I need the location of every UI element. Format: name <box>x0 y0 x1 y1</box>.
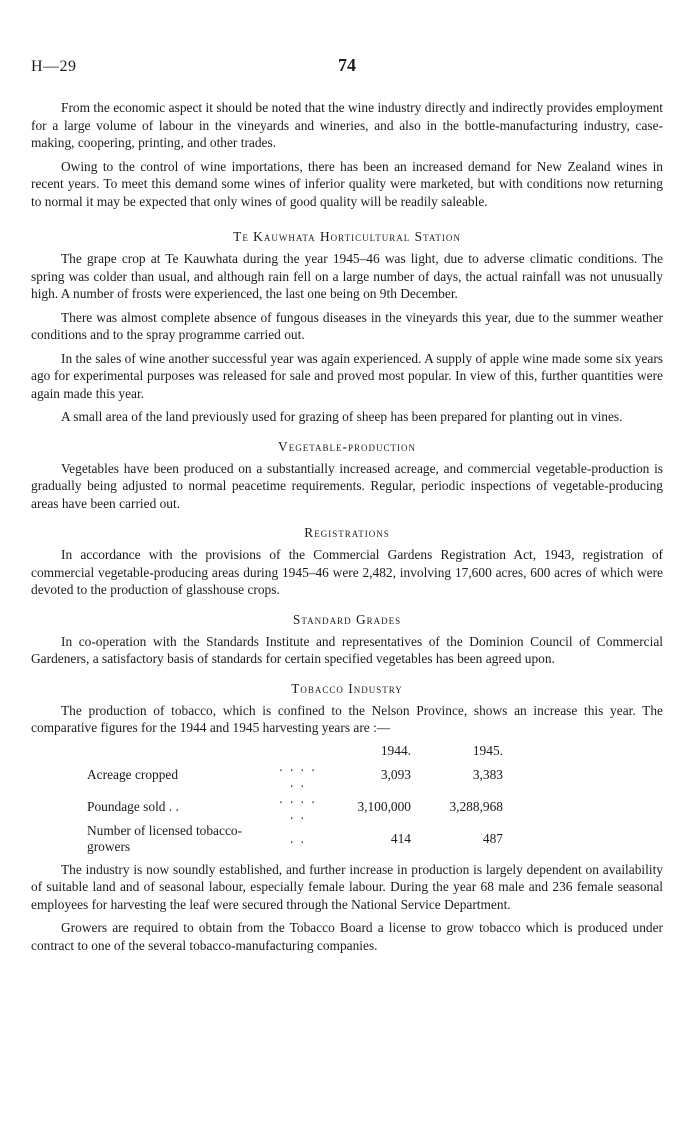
value-1945: 487 <box>482 830 503 846</box>
tobacco-statistics-table <box>87 743 503 855</box>
leader-dots: . . <box>289 830 307 846</box>
section-heading-registrations: Registrations <box>304 525 390 540</box>
paragraph: The industry is now soundly established, and further increase in production is largely dependent on availability of suitable land and of seasonal labour, especially female labour. During the year 68 male and 236 female seasonal employees for harvesting the leaf were secured through the National Service Department. <box>31 861 663 912</box>
section-heading-standard-grades: Standard Grades <box>292 611 402 627</box>
page-body <box>31 99 663 960</box>
table-row <box>87 759 503 791</box>
paragraph: The grape crop at Te Kauwhata during the year 1945–46 was light, due to adverse climatic conditions. The spring was colder than usual, and although rain fell on a large number of days, the actual rainfall was not unusually high. A number of frosts were experienced, the last one being on 9th December. <box>31 251 663 301</box>
leader-dots: . . . . . . <box>279 790 317 822</box>
section-heading-vegetable-production: Vegetable-production <box>278 438 416 454</box>
value-1945: 3,383 <box>472 766 503 782</box>
table-header-row <box>87 743 503 759</box>
value-1944: 3,093 <box>380 766 411 782</box>
value-1944: 3,100,000 <box>357 798 411 814</box>
value-1944: 414 <box>390 830 411 846</box>
paragraph: From the economic aspect it should be noted that the wine industry directly and indirectly provides employment for a large volume of labour in the vineyards and wineries, and also in the bottle-manufacturing industry, case-making, coopering, printing, and other trades. <box>31 100 663 150</box>
paragraph: There was almost complete absence of fungous diseases in the vineyards this year, due to the summer weather conditions and to the spray programme carried out. <box>31 309 663 342</box>
column-header-1945: 1945. <box>472 742 503 758</box>
paragraph: Growers are required to obtain from the Tobacco Board a license to grow tobacco which is produced under contract to one of the several tobacco-manufacturing companies. <box>31 920 663 953</box>
page-number: 74 <box>338 55 356 75</box>
row-label: Number of licensed tobacco-growers <box>87 822 243 854</box>
paragraph: The production of tobacco, which is confined to the Nelson Province, shows an increase this year. The comparative figures for the 1944 and 1945 harvesting years are :— <box>31 702 663 735</box>
table-row <box>87 823 503 855</box>
paragraph: Owing to the control of wine importations, there has been an increased demand for New Zealand wines in recent years. To meet this demand some wines of inferior quality were marketed, but with conditions now returning to normal it may be expected that only wines of good quality will be readily saleable. <box>31 158 663 209</box>
paragraph: In co-operation with the Standards Institute and representatives of the Dominion Council of Commercial Gardeners, a satisfactory basis of standards for certain specified vegetables has been agreed upon. <box>31 633 663 666</box>
leader-dots: . . . . . . <box>279 758 317 790</box>
column-header-1944: 1944. <box>380 742 411 758</box>
section-heading-tobacco-industry: Tobacco Industry <box>291 680 403 696</box>
paragraph: Vegetables have been produced on a substantially increased acreage, and commercial vegetable-production is gradually being adjusted to normal peacetime requirements. Regular, periodic inspections of vegetable-producing areas have been carried out. <box>31 460 663 511</box>
value-1945: 3,288,968 <box>449 798 503 814</box>
row-label: Poundage sold . . <box>87 798 179 814</box>
section-heading-te-kauwhata: Te Kauwhata Horticultural Station <box>233 229 461 244</box>
table-row <box>87 791 503 823</box>
paragraph: A small area of the land previously used for grazing of sheep has been prepared for planting out in vines. <box>61 409 623 424</box>
paragraph: In accordance with the provisions of the Commercial Gardens Registration Act, 1943, registration of commercial vegetable-producing areas during 1945–46 were 2,482, involving 17,600 acres, 600 acres of which were devoted to the production of glasshouse crops. <box>31 547 663 597</box>
row-label: Acreage cropped <box>87 766 179 782</box>
paragraph: In the sales of wine another successful year was again experienced. A supply of apple wine made some six years ago for experimental purposes was released for sale and proved most popular. In view of this, further quantities were again made this year. <box>31 350 663 401</box>
document-reference: H—29 <box>31 58 77 75</box>
